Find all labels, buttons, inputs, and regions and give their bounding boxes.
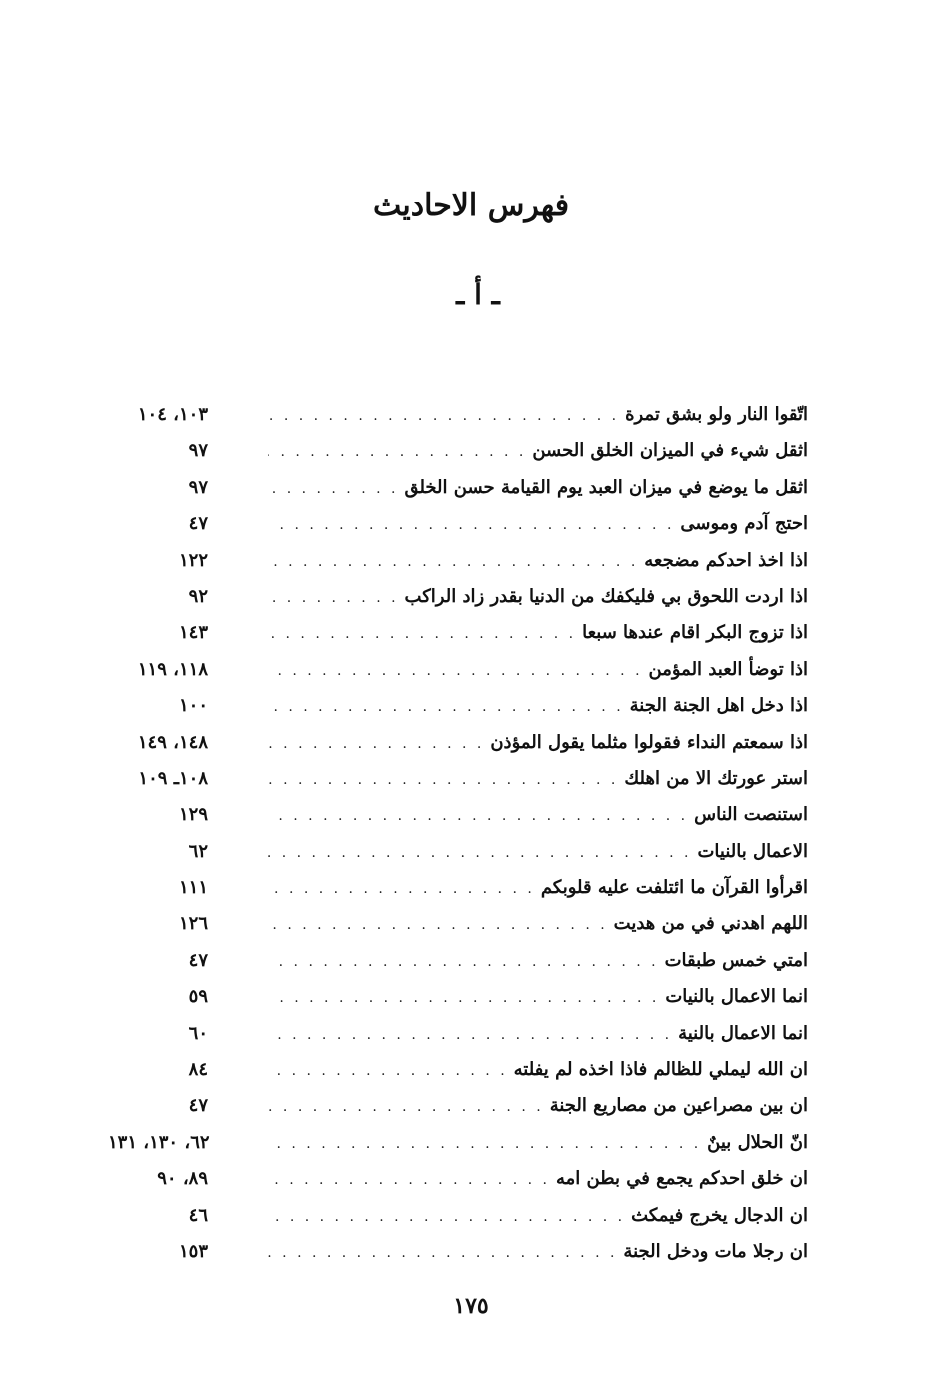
entry-page-references	[108, 1168, 268, 1189]
dot-leader	[268, 1209, 625, 1225]
entry-title: ان خلق احدكم يجمع في بطن امه	[555, 1168, 808, 1190]
index-entry	[108, 659, 808, 695]
dot-leader	[268, 1245, 617, 1261]
dot-leader	[268, 845, 691, 861]
entry-page-references	[108, 477, 268, 498]
dot-leader	[268, 590, 399, 606]
entry-pages-text: ٩٢	[188, 585, 208, 607]
entry-title: الاعمال بالنيات	[697, 840, 808, 862]
index-entry	[108, 513, 808, 549]
entry-title: اذا دخل اهل الجنة الجنة	[629, 695, 808, 717]
entry-page-references	[108, 586, 268, 607]
index-entry	[108, 477, 808, 513]
entry-title: انما الاعمال بالنية	[678, 1022, 808, 1044]
entry-pages-text: ١٢٦	[178, 913, 208, 935]
dot-leader	[268, 772, 618, 788]
page-number: ١٧٥	[453, 1293, 489, 1319]
index-entry	[108, 622, 808, 658]
entry-title: اقرأوا القرآن ما ائتلفت عليه قلوبكم	[540, 877, 808, 899]
index-entry	[108, 877, 808, 913]
entry-title: ان الدجال يخرج فيمكث	[631, 1204, 808, 1226]
entry-title: اثقل ما يوضع في ميزان العبد يوم القيامة حسن الخلق	[404, 476, 808, 498]
dot-leader	[268, 444, 526, 460]
entry-page-references	[108, 913, 268, 934]
entry-pages-text: ٤٧	[188, 949, 208, 971]
entry-page-references	[108, 622, 268, 643]
dot-leader	[268, 554, 638, 570]
entry-title: اذا سمعتم النداء فقولوا مثلما يقول المؤذن	[490, 731, 808, 753]
hadith-index-list	[108, 404, 808, 1277]
entry-page-references	[108, 440, 268, 461]
entry-page-references	[108, 841, 268, 862]
entry-pages-text: ١٢٩	[178, 804, 208, 826]
entry-title: اذا اردت اللحوق بي فليكفك من الدنيا بقدر زاد الراكب	[404, 585, 808, 607]
entry-pages-text: ٤٧	[188, 1095, 208, 1117]
entry-page-references	[108, 768, 268, 789]
entry-pages-text: ٩٧	[188, 476, 208, 498]
index-entry	[108, 1095, 808, 1131]
entry-pages-text: ١٤٨، ١٤٩	[137, 731, 208, 753]
entry-page-references	[108, 732, 268, 753]
entry-pages-text: ١٠٠	[178, 695, 208, 717]
entry-page-references	[108, 1241, 268, 1262]
page-title: فهرس الاحاديث	[372, 188, 570, 223]
index-entry	[108, 1168, 808, 1204]
dot-leader	[268, 481, 398, 497]
entry-pages-text: ١١١	[178, 877, 208, 899]
index-entry	[108, 695, 808, 731]
dot-leader	[268, 699, 624, 715]
entry-page-references	[108, 404, 268, 425]
index-entry	[108, 768, 808, 804]
entry-page-references	[108, 695, 268, 716]
entry-title: انّ الحلال بينٌ	[707, 1131, 808, 1153]
dot-leader	[268, 1063, 508, 1079]
entry-pages-text: ١٠٣، ١٠٤	[137, 404, 208, 425]
entry-page-references	[108, 1205, 268, 1226]
dot-leader	[268, 881, 535, 897]
entry-page-references	[108, 659, 268, 680]
entry-pages-text: ٩٧	[188, 440, 208, 462]
dot-leader	[268, 626, 576, 642]
entry-title: امتي خمس طبقات	[664, 949, 808, 971]
entry-pages-text: ٥٩	[188, 986, 208, 1008]
entry-pages-text: ١٤٣	[178, 622, 208, 644]
dot-leader	[268, 663, 643, 679]
index-entry	[108, 550, 808, 586]
entry-title: احتج آدم وموسى	[680, 513, 808, 535]
entry-pages-text: ١٥٣	[178, 1240, 208, 1262]
entry-title: استنصت الناس	[694, 804, 808, 826]
section-letter-heading: ـ أ ـ	[456, 278, 500, 311]
index-entry	[108, 1059, 808, 1095]
entry-page-references	[108, 1132, 268, 1153]
entry-page-references	[108, 1023, 268, 1044]
entry-page-references	[108, 1095, 268, 1116]
index-entry	[108, 804, 808, 840]
index-entry	[108, 986, 808, 1022]
entry-page-references	[108, 550, 268, 571]
dot-leader	[268, 1172, 550, 1188]
entry-page-references	[108, 513, 268, 534]
dot-leader	[268, 1099, 544, 1115]
entry-page-references	[108, 950, 268, 971]
entry-page-references	[108, 804, 268, 825]
entry-title: اذا تزوج البكر اقام عندها سبعا	[582, 622, 808, 644]
entry-title: ان الله ليملي للظالم فاذا اخذه لم يفلته	[513, 1059, 808, 1081]
dot-leader	[268, 990, 659, 1006]
entry-pages-text: ١٠٨ـ ١٠٩	[138, 767, 208, 789]
entry-page-references	[108, 986, 268, 1007]
entry-title: اللهم اهدني في من هديت	[613, 913, 808, 935]
index-entry	[108, 841, 808, 877]
entry-page-references	[108, 1059, 268, 1080]
entry-title: اتّقوا النار ولو بشق تمرة	[625, 404, 808, 425]
entry-pages-text: ٦٠	[188, 1022, 208, 1044]
index-entry	[108, 586, 808, 622]
dot-leader	[268, 1027, 672, 1043]
dot-leader	[268, 808, 688, 824]
entry-pages-text: ٦٢، ١٣٠، ١٣١	[108, 1131, 210, 1153]
entry-pages-text: ٨٩، ٩٠	[157, 1168, 208, 1190]
index-entry	[108, 913, 808, 949]
entry-title: انما الاعمال بالنيات	[665, 986, 808, 1008]
index-entry	[108, 404, 808, 440]
index-entry	[108, 1132, 808, 1168]
index-entry	[108, 732, 808, 768]
dot-leader	[268, 917, 608, 933]
dot-leader	[268, 1136, 701, 1152]
entry-title: ان رجلا مات ودخل الجنة	[623, 1240, 808, 1262]
dot-leader	[268, 408, 619, 424]
entry-pages-text: ٨٤	[188, 1059, 208, 1081]
entry-pages-text: ١١٨، ١١٩	[137, 658, 208, 680]
dot-leader	[268, 954, 659, 970]
entry-title: اذا توضأ العبد المؤمن	[648, 658, 808, 680]
entry-pages-text: ٤٧	[188, 513, 208, 535]
dot-leader	[268, 736, 484, 752]
index-entry	[108, 440, 808, 476]
index-entry	[108, 1241, 808, 1277]
entry-pages-text: ٤٦	[188, 1204, 208, 1226]
index-entry	[108, 1023, 808, 1059]
entry-title: ان بين مصراعين من مصاريع الجنة	[549, 1095, 808, 1117]
entry-title: اثقل شيء في الميزان الخلق الحسن	[532, 440, 808, 462]
index-entry	[108, 1205, 808, 1241]
entry-pages-text: ٦٢	[188, 840, 208, 862]
entry-title: استر عورتك الا من اهلك	[624, 767, 808, 789]
entry-page-references	[108, 877, 268, 898]
index-entry	[108, 950, 808, 986]
entry-title: اذا اخذ احدكم مضجعه	[644, 549, 808, 571]
entry-pages-text: ١٢٢	[178, 549, 208, 571]
dot-leader	[268, 517, 674, 533]
